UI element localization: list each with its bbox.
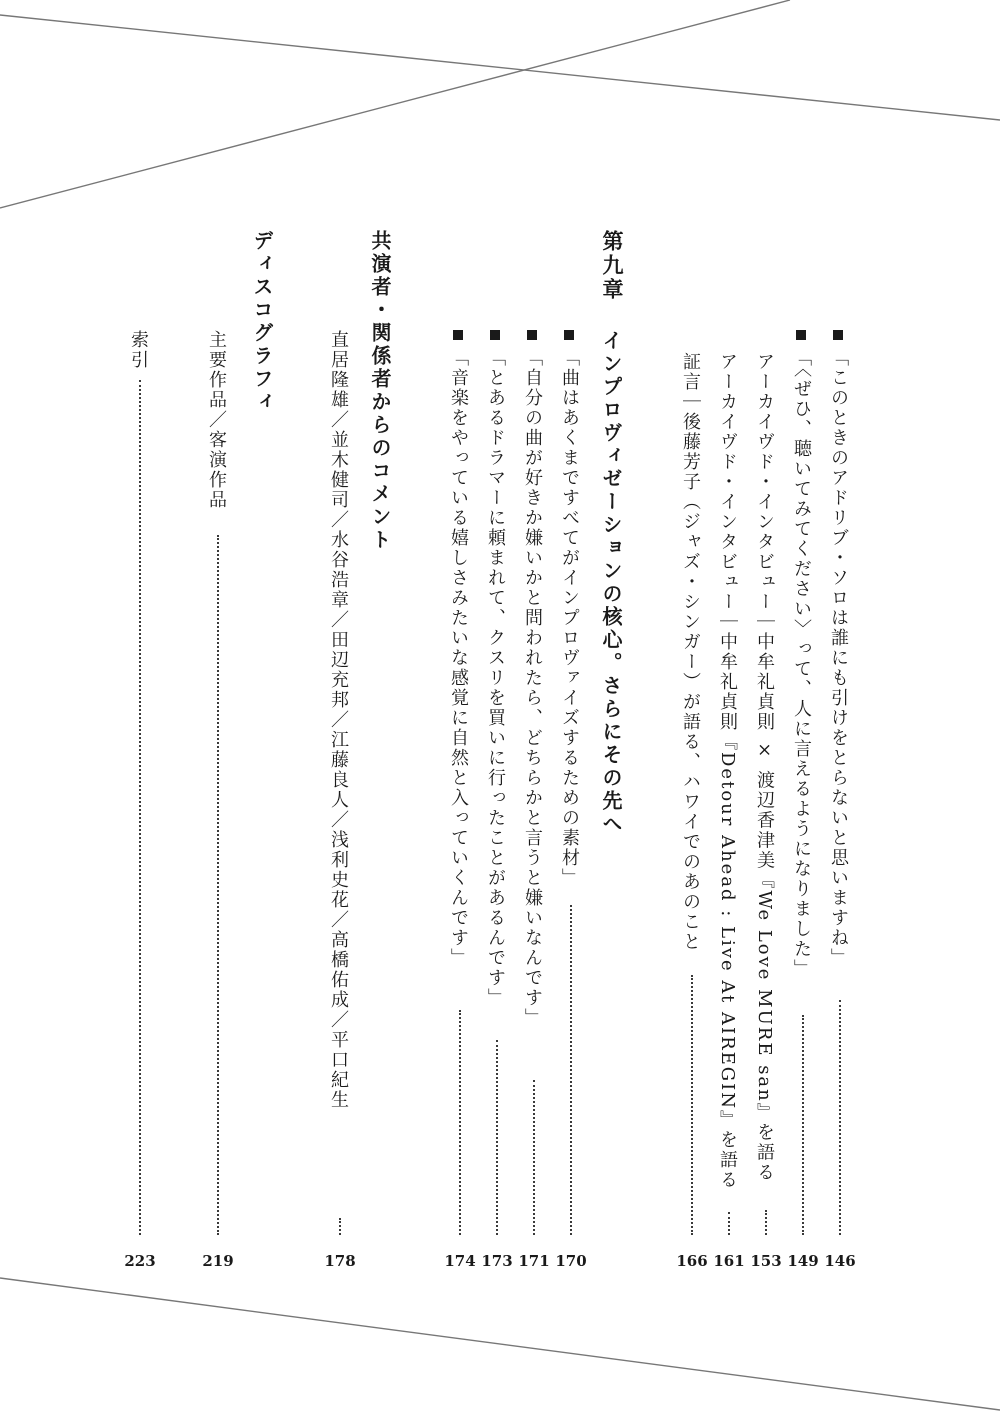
toc-entry-text: 証言｜後藤芳子（ジャズ・シンガー）が語る、ハワイでのあのこと: [680, 352, 701, 952]
page-number: 166: [676, 1252, 708, 1270]
page-number: 153: [750, 1252, 782, 1270]
chapter-label: 第九章: [600, 230, 624, 302]
page-number: 174: [444, 1252, 476, 1270]
toc-entry-text: 主要作品／客演作品: [206, 330, 227, 510]
chapter-title[interactable]: インプロヴィゼーションの核心。さらにその先へ: [599, 330, 623, 836]
bullet-icon: [527, 330, 537, 340]
deco-line: [0, 15, 1000, 120]
leader-dots: [139, 380, 141, 1235]
leader-dots: [570, 905, 572, 1235]
page-number: 219: [202, 1252, 234, 1270]
leader-dots: [459, 1010, 461, 1235]
page-number: 223: [124, 1252, 156, 1270]
toc-entry-text: アーカイヴド・インタビュー｜中牟礼貞則 × 渡辺香津美『We Love MURE san』を語る: [754, 352, 775, 1183]
leader-dots: [217, 535, 219, 1235]
bullet-icon: [796, 330, 806, 340]
page-number: 149: [787, 1252, 819, 1270]
toc-entry-text: 索引: [128, 330, 149, 370]
toc-entry-text: 「音楽をやっている嬉しさみたいな感覚に自然と入っていくんです」: [449, 330, 467, 968]
leader-dots: [802, 1015, 804, 1235]
deco-line: [0, 1278, 1000, 1410]
discography-heading[interactable]: ディスコグラフィ: [250, 230, 274, 414]
bullet-icon: [453, 330, 463, 340]
bullet-icon: [833, 330, 843, 340]
toc-entry-text: アーカイヴド・インタビュー｜中牟礼貞則『Detour Ahead : Live At AIREGIN』を語る: [717, 352, 738, 1191]
page-number: 178: [324, 1252, 356, 1270]
page-number: 146: [824, 1252, 856, 1270]
page-number: 170: [555, 1252, 587, 1270]
toc-entry-text: 「とあるドラマーに頼まれて、クスリを買いに行ったことがあるんです」: [486, 330, 504, 1008]
leader-dots: [496, 1040, 498, 1235]
leader-dots: [691, 975, 693, 1235]
toc-entry-text: 「〈ぜひ、聴いてみてください〉って、人に言えるようになりました」: [792, 330, 810, 979]
toc-entry-text: 「曲はあくまですべてがインプロヴァイズするための素材」: [560, 330, 578, 888]
leader-dots: [339, 1218, 341, 1235]
toc-entry-text: 「自分の曲が好きか嫌いかと問われたら、どちらかと言うと嫌いなんです」: [523, 330, 541, 1028]
leader-dots: [839, 1000, 841, 1235]
page-number: 161: [713, 1252, 745, 1270]
bullet-icon: [564, 330, 574, 340]
deco-line: [0, 0, 790, 208]
bullet-icon: [490, 330, 500, 340]
toc-entry-text: 「このときのアドリブ・ソロは誰にも引けをとらないと思いますね」: [829, 330, 847, 968]
page-number: 173: [481, 1252, 513, 1270]
leader-dots: [765, 1210, 767, 1235]
leader-dots: [533, 1080, 535, 1235]
page-number: 171: [518, 1252, 550, 1270]
toc-entry-text: 直居隆雄／並木健司／水谷浩章／田辺充邦／江藤良人／浅利史花／高橋佑成／平口紀生: [328, 330, 349, 1110]
leader-dots: [728, 1212, 730, 1235]
comments-heading[interactable]: 共演者・関係者からのコメント: [368, 230, 392, 552]
